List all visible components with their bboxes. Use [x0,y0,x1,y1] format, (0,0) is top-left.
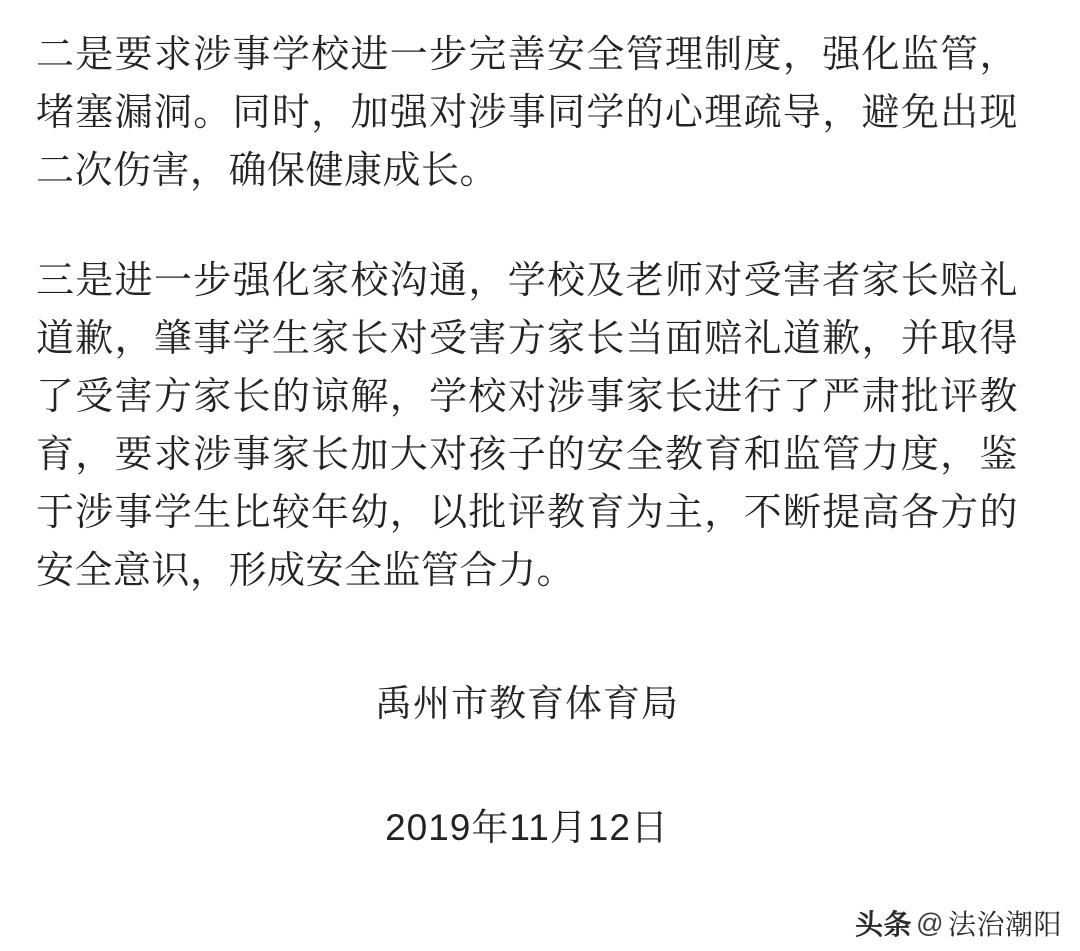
document-date: 2019年11月12日 [385,807,669,848]
watermark-logo: 头条 [855,909,913,940]
issuing-authority: 禹州市教育体育局 [375,683,679,724]
watermark [855,903,1062,943]
watermark-account-name: 法治潮阳 [947,909,1062,940]
paragraph-three: 三是进一步强化家校沟通，学校及老师对受害者家长赔礼道歉，肇事学生家长对受害方家长当面赔礼道歉，并取得了受害方家长的谅解，学校对涉事家长进行了严肃批评教育，要求涉事家长加大对孩子的安全教育和监管力度，鉴于涉事学生比较年幼，以批评教育为主，不断提高各方的安全意识，形成安全监管合力。 [36,260,1018,592]
paragraph-two: 二是要求涉事学校进一步完善安全管理制度，强化监管，堵塞漏洞。同时，加强对涉事同学的心理疏导，避免出现二次伤害，确保健康成长。 [36,34,1018,192]
signature-block [36,678,1018,854]
watermark-at-symbol: @ [916,907,944,938]
